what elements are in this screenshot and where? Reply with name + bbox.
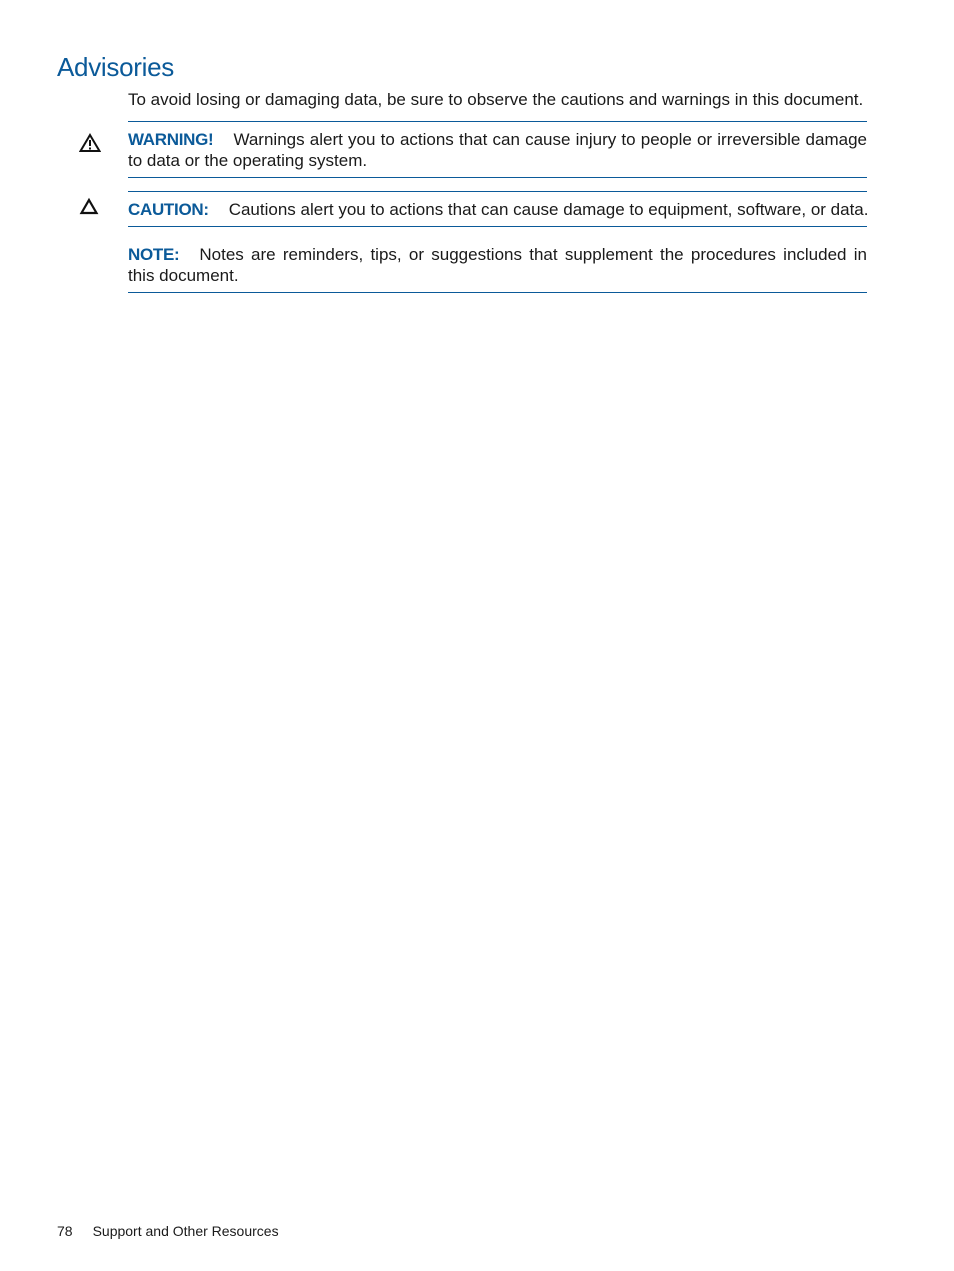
page-number: 78 bbox=[57, 1223, 73, 1239]
note-text: Notes are reminders, tips, or suggestions that supplement the procedures included in this document. bbox=[128, 245, 867, 285]
note-label: NOTE: bbox=[128, 245, 180, 264]
section-title: Advisories bbox=[57, 52, 174, 82]
footer-chapter-title: Support and Other Resources bbox=[92, 1223, 279, 1239]
warning-admonition bbox=[128, 121, 867, 178]
warning-body bbox=[128, 129, 867, 171]
caution-body bbox=[128, 199, 867, 220]
caution-admonition bbox=[128, 191, 867, 227]
warning-text: Warnings alert you to actions that can cause injury to people or irreversible damage to data or the operating system. bbox=[128, 130, 867, 170]
intro-paragraph: To avoid losing or damaging data, be sure to observe the cautions and warnings in this document. bbox=[128, 90, 864, 109]
caution-label: CAUTION: bbox=[128, 200, 209, 219]
note-bottom-rule bbox=[128, 292, 867, 293]
note-body bbox=[128, 244, 867, 286]
warning-triangle-icon bbox=[79, 133, 101, 153]
warning-label: WARNING! bbox=[128, 130, 214, 149]
caution-top-rule bbox=[128, 191, 867, 192]
caution-triangle-icon bbox=[79, 197, 101, 217]
caution-text: Cautions alert you to actions that can cause damage to equipment, software, or data. bbox=[228, 200, 869, 219]
page-footer bbox=[57, 1222, 279, 1240]
caution-bottom-rule bbox=[128, 226, 867, 227]
note-admonition bbox=[128, 236, 867, 293]
warning-top-rule bbox=[128, 121, 867, 122]
warning-bottom-rule bbox=[128, 177, 867, 178]
